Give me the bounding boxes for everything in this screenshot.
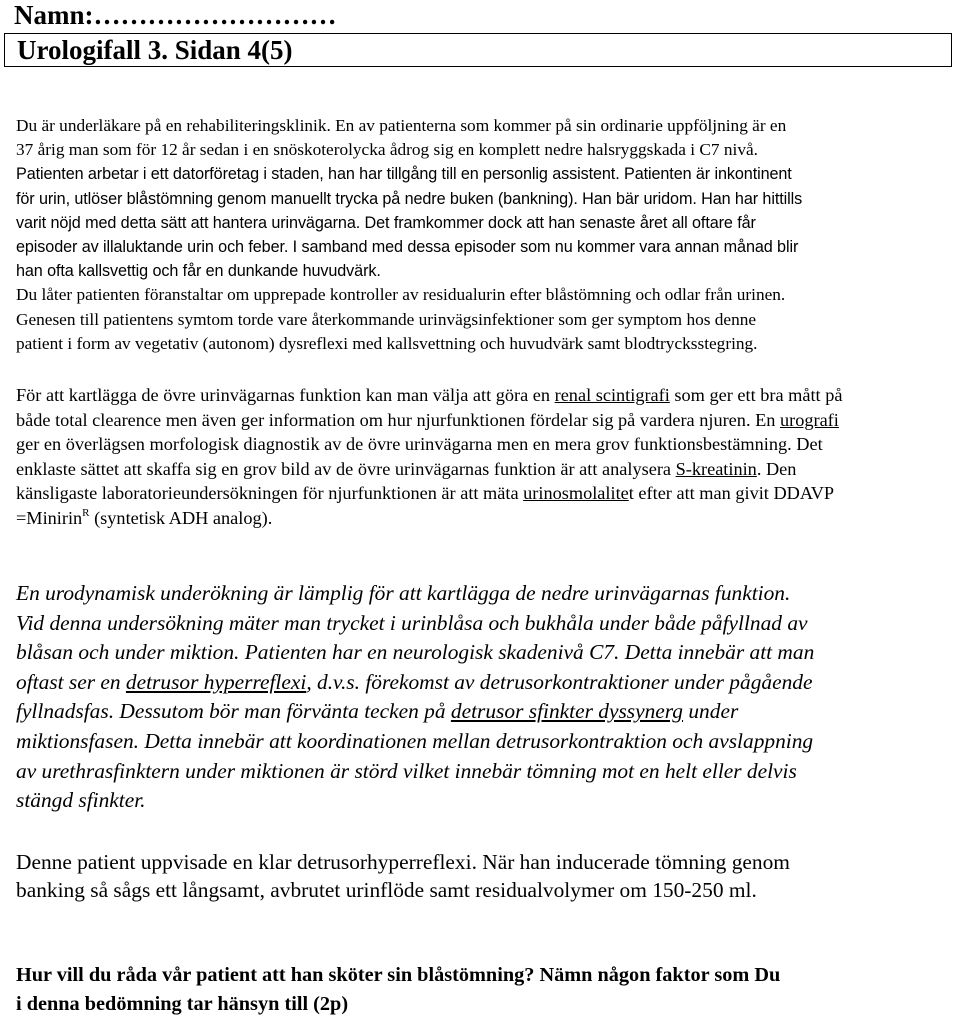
case-line: 37 årig man som för 12 år sedan i en snöskoterolycka ådrog sig en komplett nedre halsryggskada i C7 nivå. — [16, 140, 758, 160]
case-line: Genesen till patientens symtom torde vare återkommande urinvägsinfektioner som ger symptom hos denne — [16, 309, 757, 329]
case-line: han ofta kallsvettig och får en dunkande huvudvärk. — [16, 262, 381, 281]
question-line: Hur vill du råda vår patient att han sköter sin blåstömning? Nämn någon faktor som Du — [16, 964, 781, 986]
urodynamic-line: miktionsfasen. Detta innebär att koordinationen mellan detrusorkontraktion och avslappning — [16, 728, 814, 753]
urodynamic-line: blåsan och under miktion. Patienten har en neurologisk skadenivå C7. Detta innebär att man — [16, 640, 815, 665]
function-line: enklaste sättet att skaffa sig en grov bild av de övre urinvägarnas funktion är att analysera S-kreatinin. Den — [16, 458, 797, 479]
registered-mark: R — [82, 506, 90, 519]
case-line: Du är underläkare på en rehabiliteringsklinik. En av patienterna som kommer på sin ordinarie uppföljning är en — [16, 116, 787, 135]
urodynamic-line: Vid denna undersökning mäter man trycket i urinblåsa och bukhåla under både påfyllnad av — [16, 610, 808, 635]
urodynamic-line: stängd sfinkter. — [16, 788, 146, 813]
urodynamic-line: av urethrasfinktern under miktionen är störd vilket innebär tömning mot en helt eller delvis — [16, 758, 797, 783]
term-renal-scintigrafi: renal scintigrafi — [554, 385, 670, 405]
function-line: känsligaste laboratorieundersökningen för njurfunktionen är att mäta urinosmolalitet efter att man givit DDAVP — [16, 483, 835, 503]
finding-paragraph — [16, 849, 951, 904]
upper-tract-function-paragraph — [16, 383, 951, 530]
finding-line: Denne patient uppvisade en klar detrusorhyperreflexi. När han inducerade tömning genom — [16, 850, 790, 874]
exam-question — [16, 961, 951, 1019]
case-line: Du låter patienten föranstaltar om upprepade kontroller av residualurin efter blåstömning och odlar från urinen. — [16, 285, 786, 305]
case-line: Patienten arbetar i ett datorföretag i staden, han har tillgång till en personlig assistent. Patienten är inkontinent — [16, 165, 792, 184]
term-urinosmolalitet: urinosmolalite — [523, 483, 629, 503]
function-line: ger en överlägsen morfologisk diagnostik av de övre urinvägarna men en mera grov funktionsbestämning. Det — [16, 434, 823, 454]
term-urografi: urografi — [779, 409, 839, 430]
urodynamic-paragraph — [16, 579, 956, 816]
name-field-label: Namn:……………………… — [14, 0, 337, 30]
finding-line: banking så sågs ett långsamt, avbrutet urinflöde samt residualvolymer om 150-250 ml. — [16, 877, 757, 902]
function-line: För att kartlägga de övre urinvägarnas funktion kan man välja att göra en renal scintigrafi som ger ett bra mått på — [16, 385, 843, 405]
page-title: Urologifall 3. Sidan 4(5) — [17, 35, 293, 65]
term-detrusor-sfinkter-dyssynergi: detrusor sfinkter dyssynerg — [450, 699, 684, 724]
function-line: både total clearence men även ger information om hur njurfunktionen fördelar sig på vardera njuren. En urografi — [16, 409, 839, 430]
urodynamic-line: En urodynamisk underökning är lämplig för att kartlägga de nedre urinvägarnas funktion. — [16, 581, 791, 605]
term-s-kreatinin: S-kreatinin — [675, 458, 757, 479]
case-line: för urin, utlöser blåstömning genom manuellt trycka på nedre buken (bankning). Han bär uridom. Han har hittills — [16, 189, 803, 208]
case-line: episoder av illaluktande urin och feber. I samband med dessa episoder som nu kommer vara annan månad blir — [16, 238, 799, 257]
question-line: i denna bedömning tar hänsyn till (2p) — [16, 993, 349, 1015]
title-box — [4, 33, 952, 67]
case-line: varit nöjd med detta sätt att hantera urinvägarna. Det framkommer dock att han senaste året all oftare får — [16, 213, 756, 232]
urodynamic-line: fyllnadsfas. Dessutom bör man förvänta tecken på detrusor sfinkter dyssynerg under — [16, 699, 739, 724]
case-line: patient i form av vegetativ (autonom) dysreflexi med kallsvettning och huvudvärk samt blodtrycksstegring. — [16, 333, 758, 353]
term-detrusor-hyperreflexi: detrusor hyperreflexi — [125, 669, 307, 694]
case-description — [16, 114, 946, 356]
urodynamic-line: oftast ser en detrusor hyperreflexi, d.v.s. förekomst av detrusorkontraktioner under pågående — [16, 669, 813, 694]
function-line: =Minirin$^R$ (syntetisk ADH analog). — [16, 506, 273, 528]
